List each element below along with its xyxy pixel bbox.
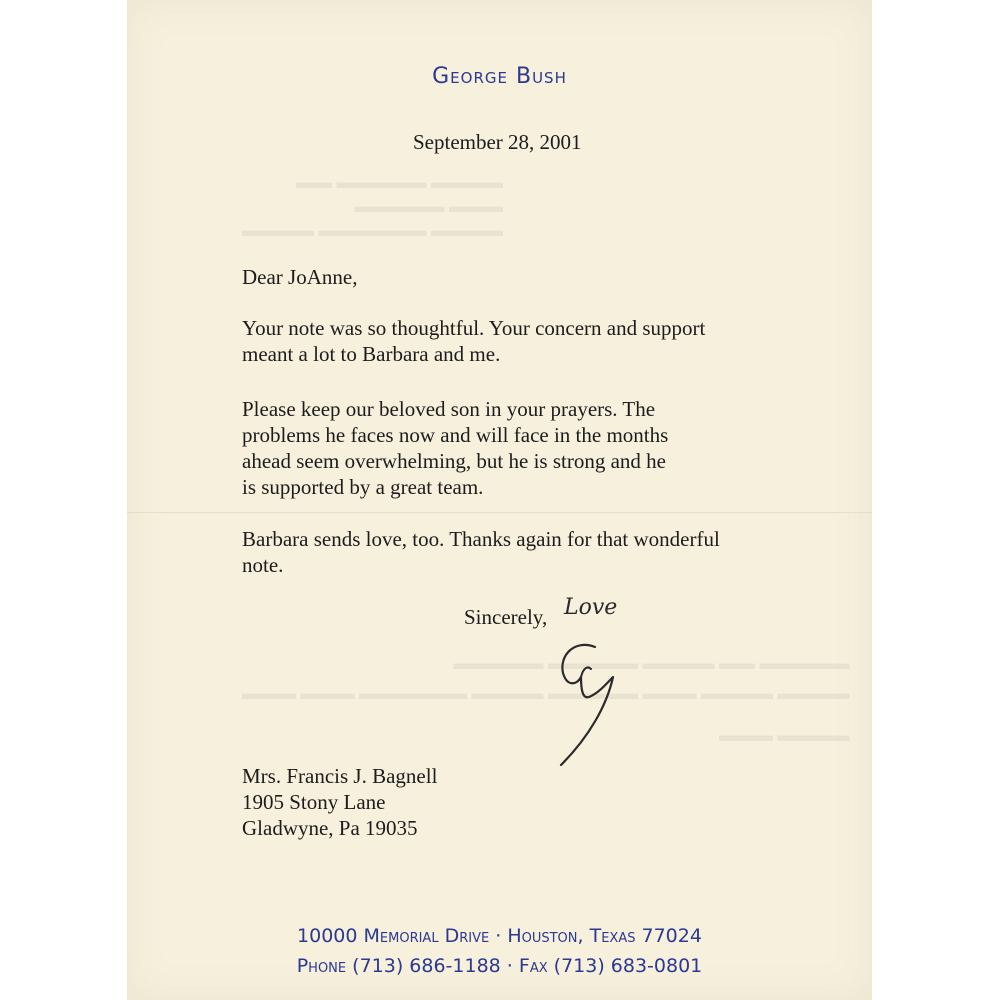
- paragraph-line: Barbara sends love, too. Thanks again for that wonderful: [242, 527, 720, 551]
- paragraph-line: note.: [242, 553, 284, 577]
- paragraph-line: is supported by a great team.: [242, 475, 484, 499]
- paper-fold-line: [127, 512, 872, 513]
- letterhead-name: George Bush: [432, 64, 567, 89]
- paragraph-2: [242, 396, 668, 500]
- paragraph-line: problems he faces now and will face in the months: [242, 423, 669, 447]
- paragraph-line: ahead seem overwhelming, but he is strong and he: [242, 449, 666, 473]
- recipient-street: 1905 Stony Lane: [242, 790, 386, 814]
- paragraph-line: Your note was so thoughtful. Your concern and support: [242, 316, 706, 340]
- paragraph-line: Please keep our beloved son in your prayers. The: [242, 397, 656, 421]
- show-through-marks-lower: ▬▬▬▬▬ ▬▬ ▬▬▬▬ ▬▬▬▬▬ ▬▬▬▬▬ ▬▬▬▬ ▬▬▬▬ ▬▬▬ ▬▬▬▬▬ ▬▬▬▬ ▬▬▬▬▬▬ ▬▬▬ ▬▬▬ ▬▬▬▬ ▬▬▬: [242, 653, 850, 745]
- closing: Sincerely,: [464, 605, 548, 629]
- recipient-address: [242, 763, 437, 841]
- paragraph-1: [242, 315, 705, 367]
- paragraph-3: [242, 526, 720, 578]
- recipient-city: Gladwyne, Pa 19035: [242, 816, 418, 840]
- handwritten-closing: Love: [564, 595, 618, 620]
- handwritten-signature: [537, 625, 647, 775]
- letterhead-address: 10000 Memorial Drive · Houston, Texas 77024: [297, 925, 702, 947]
- letterhead-contact: Phone (713) 686-1188 · Fax (713) 683-0801: [296, 955, 703, 977]
- letter-paper: [127, 0, 872, 1000]
- paragraph-line: meant a lot to Barbara and me.: [242, 342, 501, 366]
- show-through-marks: ▬▬▬▬ ▬▬▬▬▬ ▬▬ ▬▬▬ ▬▬▬▬▬ ▬▬▬▬ ▬▬▬▬▬▬ ▬▬▬▬: [242, 172, 503, 240]
- letter-date: September 28, 2001: [413, 130, 582, 154]
- salutation: Dear JoAnne,: [242, 265, 358, 289]
- recipient-name: Mrs. Francis J. Bagnell: [242, 764, 438, 788]
